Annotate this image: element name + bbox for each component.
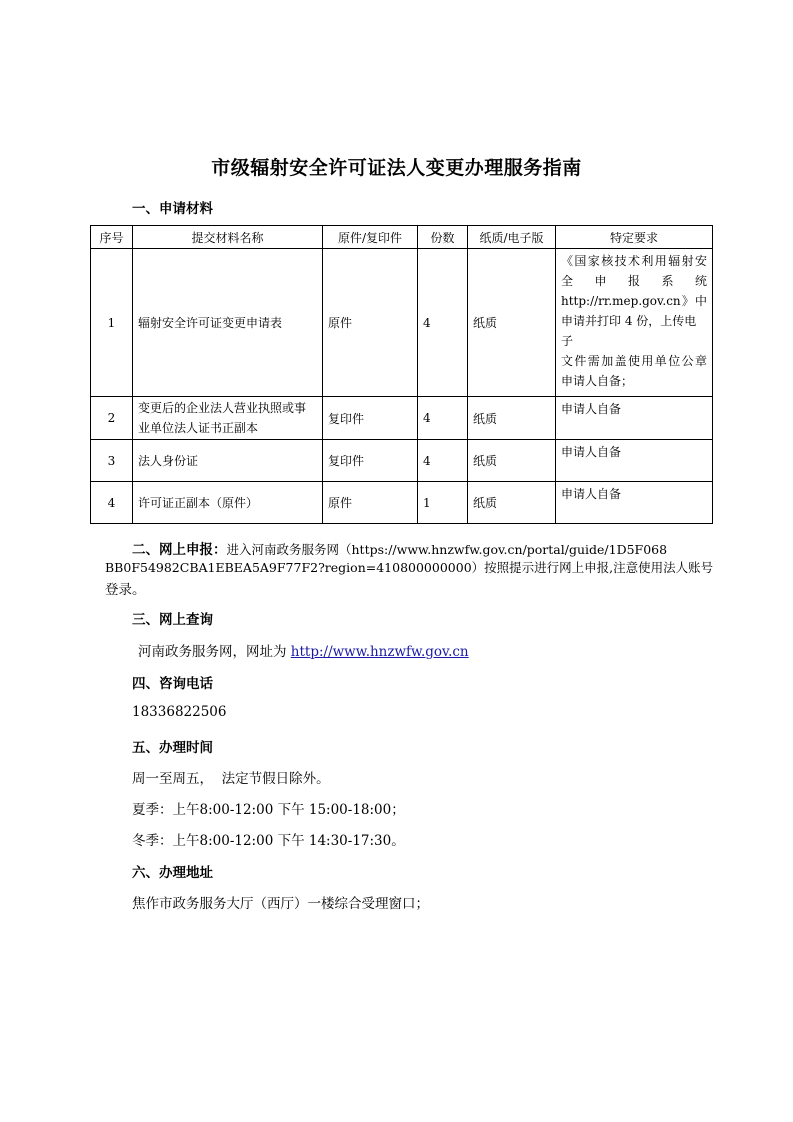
table-row xyxy=(91,249,713,397)
req-line: 文件需加盖使用单位公章 xyxy=(561,354,707,368)
row-no: 4 xyxy=(91,482,133,524)
req-line: 《国家核技术利用辐射安 xyxy=(561,254,707,268)
online-apply-line1 xyxy=(132,538,667,558)
req-line: 全 申 报 系 统 xyxy=(561,274,707,288)
hours-summer: 夏季：上午8:00-12:00 下午 15:00-18:00； xyxy=(132,802,405,818)
row-requirements: 申请人自备 xyxy=(556,397,713,440)
col-header-count: 份数 xyxy=(418,226,468,249)
table-row xyxy=(91,397,713,440)
online-query-text: 河南政务服务网，网址为 xyxy=(138,644,291,660)
table-header-row xyxy=(91,226,713,249)
row-requirements xyxy=(556,249,713,397)
hours-winter: 冬季：上午8:00-12:00 下午 14:30-17:30。 xyxy=(132,833,405,849)
col-header-no: 序号 xyxy=(91,226,133,249)
hours-heading: 五、办理时间 xyxy=(132,740,213,756)
table-row xyxy=(91,440,713,482)
row-no: 2 xyxy=(91,397,133,440)
req-line: 申请人自备； xyxy=(561,374,634,388)
phone-number: 18336822506 xyxy=(132,704,227,720)
row-format: 纸质 xyxy=(468,397,556,440)
online-apply-text: 进入河南政务服务网（https://www.hnzwfw.gov.cn/portal/guide/1D5F068 xyxy=(226,542,668,557)
hours-line1: 周一至周五， 法定节假日除外。 xyxy=(132,771,330,787)
row-format: 纸质 xyxy=(468,249,556,397)
row-name xyxy=(133,397,323,440)
row-type: 原件 xyxy=(323,482,418,524)
row-name: 辐射安全许可证变更申请表 xyxy=(133,249,323,397)
materials-table xyxy=(90,225,713,524)
row-type: 复印件 xyxy=(323,440,418,482)
row-format: 纸质 xyxy=(468,440,556,482)
row-type: 原件 xyxy=(323,249,418,397)
name-line: 业单位法人证书正副本 xyxy=(138,421,259,435)
col-header-format: 纸质/电子版 xyxy=(468,226,556,249)
col-header-name: 提交材料名称 xyxy=(133,226,323,249)
col-header-requirements: 特定要求 xyxy=(556,226,713,249)
page-title: 市级辐射安全许可证法人变更办理服务指南 xyxy=(211,157,582,179)
req-line: http://rr.mep.gov.cn》中 xyxy=(561,294,707,308)
row-count: 4 xyxy=(418,249,468,397)
online-apply-heading: 二、网上申报： xyxy=(132,542,227,558)
row-requirements: 申请人自备 xyxy=(556,482,713,524)
materials-heading: 一、申请材料 xyxy=(132,201,213,217)
phone-heading: 四、咨询电话 xyxy=(132,676,213,692)
portal-link[interactable]: http://www.hnzwfw.gov.cn xyxy=(290,644,469,660)
table-row xyxy=(91,482,713,524)
row-name: 许可证正副本（原件） xyxy=(133,482,323,524)
col-header-type: 原件/复印件 xyxy=(323,226,418,249)
name-line: 变更后的企业法人营业执照或事 xyxy=(138,401,307,415)
row-type: 复印件 xyxy=(323,397,418,440)
online-apply-line3: 登录。 xyxy=(105,582,146,598)
online-apply-line2: BB0F54982CBA1EBEA5A9F77F2?region=410800000000）按照提示进行网上申报,注意使用法人账号 xyxy=(105,560,714,575)
row-requirements: 申请人自备 xyxy=(556,440,713,482)
row-format: 纸质 xyxy=(468,482,556,524)
online-query-line xyxy=(138,640,469,660)
address-heading: 六、办理地址 xyxy=(132,865,213,881)
row-no: 3 xyxy=(91,440,133,482)
row-no: 1 xyxy=(91,249,133,397)
row-count: 4 xyxy=(418,397,468,440)
row-count: 1 xyxy=(418,482,468,524)
req-line: 申请并打印 4 份，上传电子 xyxy=(561,314,697,348)
address-text: 焦作市政务服务大厅（西厅）一楼综合受理窗口； xyxy=(132,896,429,912)
row-count: 4 xyxy=(418,440,468,482)
online-query-heading: 三、网上查询 xyxy=(132,612,213,628)
row-name: 法人身份证 xyxy=(133,440,323,482)
